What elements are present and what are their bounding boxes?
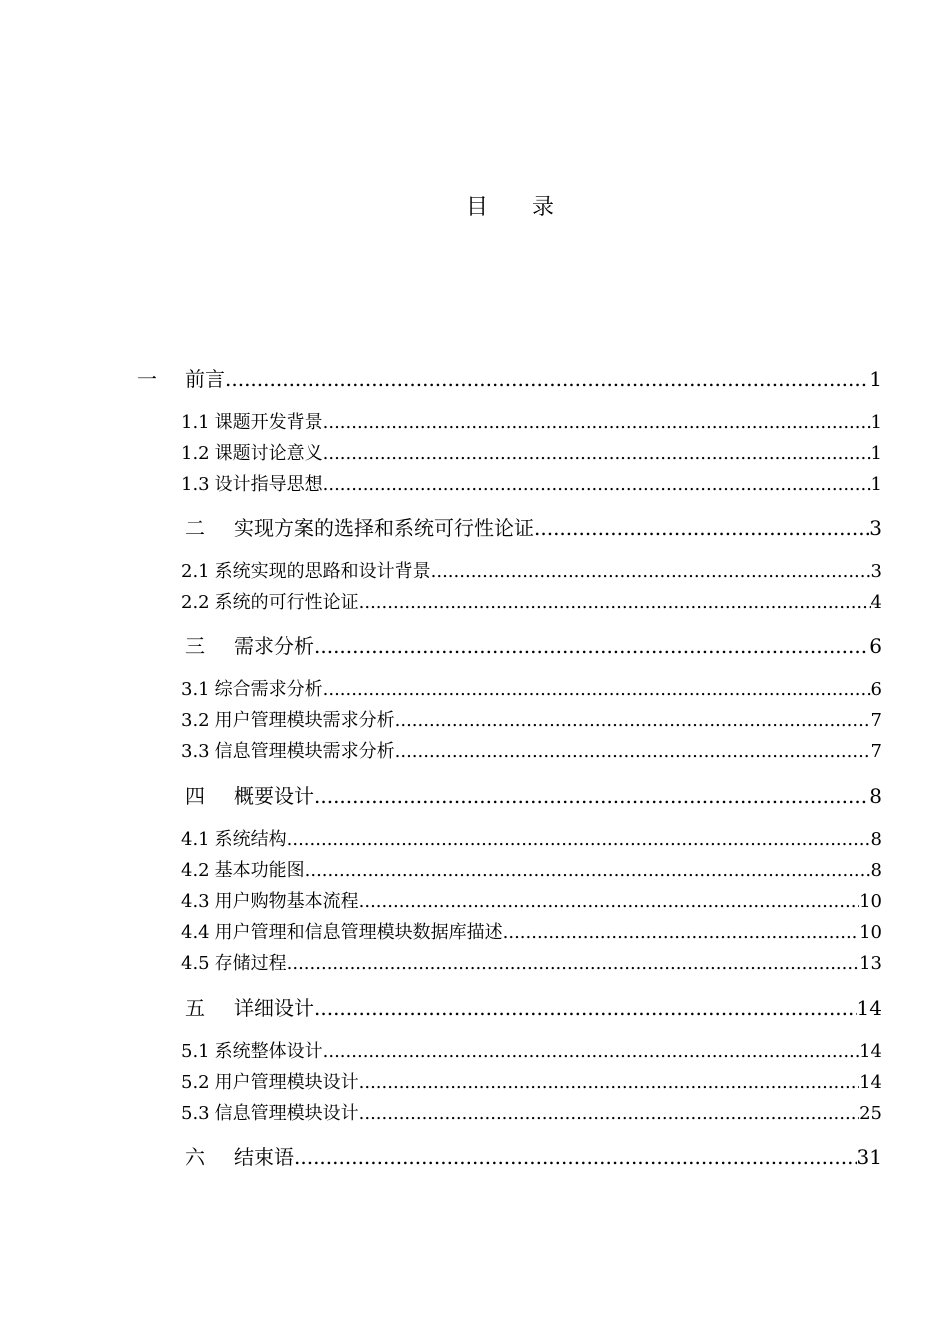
- toc-dot-leader: [323, 677, 871, 703]
- toc-dot-leader: [314, 632, 869, 660]
- toc-dot-leader: [314, 782, 869, 810]
- toc-entry-number: 3.3: [181, 741, 210, 762]
- toc-entry-label: 信息管理模块需求分析: [214, 741, 395, 762]
- toc-entry-label: 课题讨论意义: [214, 443, 323, 464]
- toc-entry-number: 2.2: [181, 592, 210, 613]
- toc-dot-leader: [323, 410, 871, 436]
- toc-entry-label: 系统结构: [214, 829, 287, 850]
- toc-entry-number: 5.3: [181, 1103, 210, 1124]
- toc-page-number: 4: [870, 592, 882, 613]
- toc-page-number: 7: [870, 741, 882, 762]
- toc-page-number: 1: [869, 367, 882, 391]
- toc-entry-number: 1.3: [181, 474, 210, 495]
- toc-page-number: 10: [859, 891, 882, 912]
- toc-entry-number: 4.1: [181, 829, 210, 850]
- toc-entry-number: 一: [137, 367, 157, 391]
- toc-entry-number: 4.5: [181, 953, 210, 974]
- toc-entry-label: 实现方案的选择和系统可行性论证: [234, 516, 534, 540]
- toc-section-entry[interactable]: [181, 951, 882, 977]
- toc-dot-leader: [323, 472, 871, 498]
- toc-entry-number: 三: [185, 634, 205, 658]
- toc-section-entry[interactable]: [181, 677, 882, 703]
- toc-page-number: 14: [859, 1072, 882, 1093]
- toc-section-entry[interactable]: [181, 1070, 882, 1096]
- toc-dot-leader: [314, 994, 857, 1022]
- toc-chapter-entry[interactable]: [185, 994, 882, 1022]
- toc-dot-leader: [294, 1143, 857, 1171]
- toc-entry-label: 结束语: [234, 1145, 294, 1169]
- toc-page-number: 6: [870, 679, 882, 700]
- toc-section-entry[interactable]: [181, 1101, 882, 1127]
- toc-entry-label: 系统整体设计: [214, 1041, 323, 1062]
- toc-entry-number: 3.2: [181, 710, 210, 731]
- toc-page-number: 8: [870, 829, 882, 850]
- toc-entry-label: 需求分析: [234, 634, 314, 658]
- toc-section-entry[interactable]: [181, 708, 882, 734]
- toc-section-entry[interactable]: [181, 441, 882, 467]
- toc-dot-leader: [431, 559, 871, 585]
- toc-entry-number: 2.1: [181, 561, 210, 582]
- toc-section-entry[interactable]: [181, 920, 882, 946]
- toc-page-number: 3: [870, 561, 882, 582]
- toc-entry-number: 5.2: [181, 1072, 210, 1093]
- toc-entry-label: 系统的可行性论证: [214, 592, 359, 613]
- toc-dot-leader: [395, 708, 871, 734]
- toc-entry-number: 二: [185, 516, 205, 540]
- toc-entry-number: 1.1: [181, 412, 210, 433]
- toc-entry-label: 用户管理模块设计: [214, 1072, 359, 1093]
- toc-dot-leader: [225, 365, 869, 393]
- toc-entry-number: 4.4: [181, 922, 210, 943]
- toc-dot-leader: [287, 827, 871, 853]
- toc-chapter-entry[interactable]: [137, 365, 882, 393]
- toc-section-entry[interactable]: [181, 559, 882, 585]
- toc-page-number: 1: [870, 412, 882, 433]
- toc-section-entry[interactable]: [181, 827, 882, 853]
- toc-page-number: 1: [870, 443, 882, 464]
- toc-page-number: 25: [859, 1103, 882, 1124]
- toc-chapter-entry[interactable]: [185, 514, 882, 542]
- toc-entry-number: 1.2: [181, 443, 210, 464]
- toc-dot-leader: [287, 951, 859, 977]
- toc-section-entry[interactable]: [181, 889, 882, 915]
- toc-page-number: 7: [870, 710, 882, 731]
- toc-dot-leader: [359, 1070, 859, 1096]
- toc-dot-leader: [534, 514, 869, 542]
- toc-entry-label: 存储过程: [214, 953, 287, 974]
- toc-page-number: 1: [870, 474, 882, 495]
- toc-dot-leader: [503, 920, 859, 946]
- toc-entry-label: 概要设计: [234, 784, 314, 808]
- toc-page-number: 8: [870, 860, 882, 881]
- toc-section-entry[interactable]: [181, 858, 882, 884]
- toc-entry-label: 用户购物基本流程: [214, 891, 359, 912]
- toc-entry-label: 基本功能图: [214, 860, 305, 881]
- toc-dot-leader: [323, 441, 871, 467]
- toc-page-number: 13: [859, 953, 882, 974]
- toc-entry-label: 信息管理模块设计: [214, 1103, 359, 1124]
- toc-entry-number: 5.1: [181, 1041, 210, 1062]
- toc-section-entry[interactable]: [181, 1039, 882, 1065]
- toc-chapter-entry[interactable]: [185, 1143, 882, 1171]
- toc-dot-leader: [395, 739, 871, 765]
- toc-entry-label: 综合需求分析: [214, 679, 323, 700]
- toc-page-number: 10: [859, 922, 882, 943]
- toc-entry-number: 3.1: [181, 679, 210, 700]
- toc-entry-label: 设计指导思想: [214, 474, 323, 495]
- toc-section-entry[interactable]: [181, 739, 882, 765]
- toc-chapter-entry[interactable]: [185, 632, 882, 660]
- toc-dot-leader: [323, 1039, 859, 1065]
- toc-entry-number: 六: [185, 1145, 205, 1169]
- toc-entry-label: 课题开发背景: [214, 412, 323, 433]
- toc-page-number: 3: [869, 516, 882, 540]
- toc-page-number: 14: [859, 1041, 882, 1062]
- toc-page-number: 31: [856, 1145, 882, 1169]
- toc-dot-leader: [359, 590, 871, 616]
- toc-entry-label: 用户管理和信息管理模块数据库描述: [214, 922, 503, 943]
- toc-entry-label: 详细设计: [234, 996, 314, 1020]
- toc-section-entry[interactable]: [181, 472, 882, 498]
- toc-section-entry[interactable]: [181, 410, 882, 436]
- toc-section-entry[interactable]: [181, 590, 882, 616]
- toc-chapter-entry[interactable]: [185, 782, 882, 810]
- toc-page-number: 6: [869, 634, 882, 658]
- toc-entry-number: 4.2: [181, 860, 210, 881]
- toc-title: 目 录: [465, 195, 554, 220]
- toc-dot-leader: [359, 1101, 859, 1127]
- toc-dot-leader: [359, 889, 859, 915]
- toc-page-number: 8: [869, 784, 882, 808]
- toc-page-number: 14: [856, 996, 882, 1020]
- toc-entry-number: 4.3: [181, 891, 210, 912]
- toc-entry-label: 前言: [185, 367, 225, 391]
- toc-entry-number: 四: [185, 784, 205, 808]
- toc-dot-leader: [305, 858, 871, 884]
- toc-entry-label: 系统实现的思路和设计背景: [214, 561, 431, 582]
- toc-entry-label: 用户管理模块需求分析: [214, 710, 395, 731]
- toc-entry-number: 五: [185, 996, 205, 1020]
